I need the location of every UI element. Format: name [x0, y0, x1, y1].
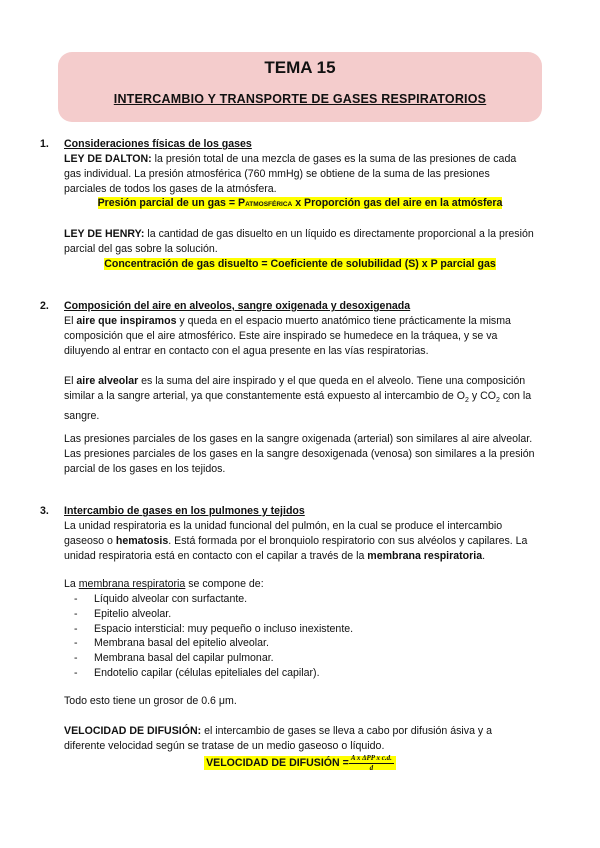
- velocity-paragraph: [64, 724, 554, 754]
- list-bullet: -: [74, 652, 78, 665]
- list-item: [74, 651, 353, 666]
- bold-term: aire alveolar: [76, 375, 139, 387]
- paragraph-text: unidad respiratoria está en contacto con el capilar a través de la: [64, 550, 368, 563]
- section-title: Composición del aire en alveolos, sangre oxigenada y desoxigenada: [64, 300, 411, 312]
- list-item: [74, 592, 353, 607]
- list-bullet: -: [74, 593, 78, 605]
- dalton-paragraph: [64, 152, 554, 198]
- henry-text: parcial del gas sobre la solución.: [64, 243, 218, 256]
- formula-text: VELOCIDAD DE DIFUSIÓN =: [206, 757, 349, 770]
- paragraph-text: diferente velocidad según se tratase de un medio gaseoso o líquido.: [64, 740, 385, 753]
- title-banner: [58, 52, 542, 122]
- paragraph-text: el intercambio de gases se lleva a cabo por difusión ásiva y a: [201, 725, 493, 737]
- henry-formula: [0, 258, 600, 270]
- henry-text: la cantidad de gas disuelto en un líquido es directamente proporcional a la presión: [144, 228, 534, 240]
- list-bullet: -: [74, 622, 78, 635]
- henry-label: LEY DE HENRY:: [64, 228, 145, 240]
- paragraph-text: gaseoso o: [64, 535, 116, 548]
- list-item-text: Membrana basal del capilar pulmonar.: [94, 652, 274, 665]
- list-item-text: Membrana basal del epitelio alveolar.: [94, 637, 269, 650]
- section-title: Intercambio de gases en los pulmones y tejidos: [64, 505, 305, 517]
- paragraph-text: sangre.: [64, 409, 100, 422]
- membrane-intro: [64, 577, 554, 592]
- dalton-formula: [0, 197, 600, 209]
- bold-term: aire que inspiramos: [76, 315, 177, 327]
- dalton-label: LEY DE DALTON:: [64, 153, 152, 165]
- section-2-heading: [40, 300, 410, 312]
- page-title: TEMA 15: [264, 58, 336, 77]
- underlined-term: membrana respiratoria: [78, 578, 186, 590]
- paragraph-text: se compone de:: [185, 578, 264, 590]
- paragraph-text: similar a la sangre arterial, ya que constantemente está expuesto al intercambio de O: [64, 390, 466, 403]
- velocity-label: VELOCIDAD DE DIFUSIÓN:: [64, 725, 202, 737]
- list-bullet: -: [74, 637, 78, 650]
- membrane-list: [74, 592, 353, 681]
- paragraph-text: La unidad respiratoria es la unidad funcional del pulmón, en la cual se produce el intercambio: [64, 520, 503, 532]
- dalton-text: gas individual. La presión atmosférica (760 mmHg) se obtiene de la suma de las presiones: [64, 168, 490, 181]
- paragraph-text: composición que el aire atmosférico. Este aire inspirado se humedece en la tráquea, y se va: [64, 330, 498, 343]
- list-item: [74, 607, 353, 622]
- thickness-text: Todo esto tiene un grosor de 0.6 μm.: [64, 695, 237, 707]
- subscript: 2: [465, 397, 469, 405]
- formula-text: x Proporción gas del aire en la atmósfera: [292, 197, 503, 209]
- paragraph-text: diluyendo al entrar en contacto con el agua presente en las vías respiratorias.: [64, 345, 429, 358]
- list-item: [74, 622, 353, 637]
- formula-subscript: ATMOSFÉRICA: [245, 201, 293, 208]
- paragraph-text: Las presiones parciales de los gases en la sangre oxigenada (arterial) son similares al aire alveolar.: [64, 433, 533, 445]
- paragraph-text: parcial de los gases en los tejidos.: [64, 463, 226, 476]
- section-title: Consideraciones físicas de los gases: [64, 138, 252, 150]
- list-item: [74, 666, 353, 681]
- list-item: [74, 636, 353, 651]
- paragraph-text: Las presiones parciales de los gases en la sangre desoxigenada (venosa) son similares a la presión: [64, 448, 535, 461]
- henry-paragraph: [64, 227, 554, 257]
- page-subtitle: INTERCAMBIO Y TRANSPORTE DE GASES RESPIRATORIOS: [113, 92, 487, 106]
- paragraph-text: y CO: [468, 390, 496, 403]
- formula-text: Presión parcial de un gas = P: [97, 197, 246, 209]
- formula-fraction: [349, 754, 394, 773]
- paragraph-text: . Está formada por el bronquiolo respiratorio con sus alvéolos y capilares. La: [168, 535, 528, 548]
- respiratory-unit-paragraph: [64, 519, 554, 565]
- velocity-formula: [0, 754, 600, 773]
- list-bullet: -: [74, 666, 78, 679]
- inspired-air-paragraph: [64, 314, 554, 360]
- dalton-text: parciales de todos los gases de la atmósfera.: [64, 183, 277, 196]
- paragraph-text: es la suma del aire inspirado y el que queda en el alveolo. Tiene una composición: [138, 375, 526, 387]
- list-item-text: Epitelio alveolar.: [94, 607, 172, 620]
- fraction-numerator: A x ΔPP x c.d.: [350, 754, 392, 762]
- paragraph-text: La: [64, 578, 79, 590]
- section-3-heading: [40, 505, 305, 517]
- paragraph-text: y queda en el espacio muerto anatómico tiene prácticamente la misma: [176, 315, 511, 327]
- list-item-text: Endotelio capilar (células epiteliales del capilar).: [94, 666, 320, 679]
- section-number: 3.: [40, 505, 49, 517]
- paragraph-text: El: [64, 375, 77, 387]
- list-bullet: -: [74, 607, 78, 620]
- partial-pressures-paragraph: [64, 432, 554, 478]
- paragraph-text: con la: [499, 390, 532, 403]
- alveolar-air-paragraph: [64, 374, 554, 424]
- list-item-text: Espacio intersticial: muy pequeño o incluso inexistente.: [94, 622, 354, 635]
- fraction-denominator: d: [369, 764, 374, 772]
- section-1-heading: [40, 138, 252, 150]
- section-number: 2.: [40, 300, 49, 312]
- paragraph-text: .: [482, 550, 486, 563]
- formula-text: Concentración de gas disuelto = Coeficiente de solubilidad (S) x P parcial gas: [104, 258, 496, 270]
- section-number: 1.: [40, 138, 49, 150]
- dalton-text: la presión total de una mezcla de gases es la suma de las presiones de cada: [151, 153, 517, 165]
- paragraph-text: El: [64, 315, 77, 327]
- bold-term: hematosis: [115, 535, 169, 548]
- list-item-text: Líquido alveolar con surfactante.: [94, 593, 248, 605]
- bold-term: membrana respiratoria: [367, 550, 483, 563]
- subscript: 2: [496, 397, 500, 405]
